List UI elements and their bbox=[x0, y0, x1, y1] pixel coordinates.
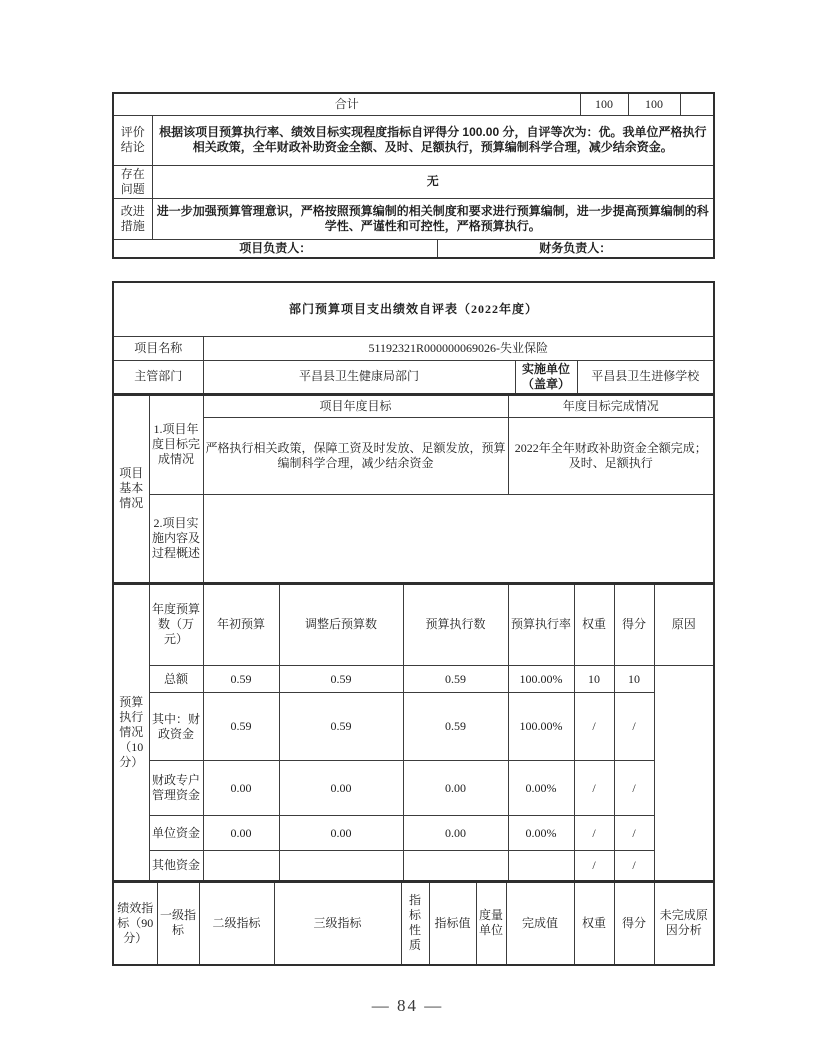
budget-cell: / bbox=[574, 816, 614, 851]
budget-cell bbox=[203, 851, 279, 881]
project-name-label: 项目名称 bbox=[113, 336, 203, 360]
implementation-row bbox=[113, 495, 714, 583]
budget-header-weight: 权重 bbox=[574, 584, 614, 666]
total-weight: 100 bbox=[580, 93, 628, 115]
perf-header-level1: 一级指标 bbox=[157, 882, 199, 965]
annual-goal-label: 1.项目年度目标完成情况 bbox=[149, 395, 203, 495]
budget-cell: 0.59 bbox=[203, 693, 279, 761]
goal-header: 项目年度目标 bbox=[203, 395, 508, 418]
budget-cell: 0.59 bbox=[279, 666, 403, 693]
measures-label: 改进措施 bbox=[113, 198, 152, 239]
budget-cell: 0.59 bbox=[279, 693, 403, 761]
goal-content: 严格执行相关政策，保障工资及时发放、足额发放，预算编制科学合理，减少结余资金 bbox=[203, 418, 508, 495]
perf-header-weight: 权重 bbox=[574, 882, 614, 965]
budget-cell bbox=[403, 851, 508, 881]
department-row bbox=[113, 360, 714, 394]
completion-header: 年度目标完成情况 bbox=[508, 395, 714, 418]
budget-cell: 10 bbox=[574, 666, 614, 693]
budget-cell: 0.59 bbox=[203, 666, 279, 693]
budget-row-special bbox=[113, 761, 714, 816]
budget-cell: / bbox=[614, 693, 654, 761]
problems-label: 存在问题 bbox=[113, 165, 152, 198]
budget-row-name: 单位资金 bbox=[149, 816, 203, 851]
perf-header-level2: 二级指标 bbox=[199, 882, 274, 965]
budget-row-unit bbox=[113, 816, 714, 851]
budget-header-reason: 原因 bbox=[654, 584, 714, 666]
project-name-value: 51192321R000000069026-失业保险 bbox=[203, 336, 714, 360]
total-label: 合计 bbox=[113, 93, 580, 115]
budget-row-name: 财政专户管理资金 bbox=[149, 761, 203, 816]
measures-row bbox=[113, 198, 714, 239]
measures-content: 进一步加强预算管理意识，严格按照预算编制的相关制度和要求进行预算编制，进一步提高预算编制的科学性、严谨性和可控性，严格预算执行。 bbox=[152, 198, 714, 239]
budget-cell: / bbox=[574, 851, 614, 881]
problems-row bbox=[113, 165, 714, 198]
goal-content-row bbox=[113, 418, 714, 495]
budget-cell: 0.00 bbox=[279, 761, 403, 816]
budget-cell: / bbox=[574, 693, 614, 761]
perf-header-unfinished: 未完成原因分析 bbox=[654, 882, 714, 965]
budget-cell: 0.00% bbox=[508, 761, 574, 816]
signature-row bbox=[113, 239, 714, 258]
total-blank-cell bbox=[680, 93, 714, 115]
budget-header-executed: 预算执行数 bbox=[403, 584, 508, 666]
budget-header-annual: 年度预算数（万元） bbox=[149, 584, 203, 666]
budget-cell: 0.00 bbox=[203, 816, 279, 851]
implementing-unit-label: 实施单位（盖章） bbox=[515, 360, 577, 394]
budget-cell: 0.00 bbox=[403, 816, 508, 851]
goal-header-row bbox=[113, 395, 714, 418]
budget-row-name: 总额 bbox=[149, 666, 203, 693]
budget-cell: 10 bbox=[614, 666, 654, 693]
total-row bbox=[113, 93, 714, 115]
budget-row-name: 其他资金 bbox=[149, 851, 203, 881]
budget-cell bbox=[279, 851, 403, 881]
basic-info-section bbox=[112, 394, 715, 584]
project-leader-label: 项目负责人： bbox=[113, 239, 437, 258]
budget-row-name: 其中：财政资金 bbox=[149, 693, 203, 761]
project-name-row bbox=[113, 336, 714, 360]
total-score: 100 bbox=[628, 93, 680, 115]
perf-header-unit: 度量单位 bbox=[476, 882, 506, 965]
budget-section-label: 预算执行情况（10分） bbox=[113, 584, 149, 881]
title-row bbox=[113, 282, 714, 336]
budget-cell: 0.00 bbox=[279, 816, 403, 851]
budget-header-score: 得分 bbox=[614, 584, 654, 666]
implementation-label: 2.项目实施内容及过程概述 bbox=[149, 495, 203, 583]
budget-cell: 100.00% bbox=[508, 693, 574, 761]
implementing-unit-value: 平昌县卫生进修学校 bbox=[577, 360, 714, 394]
budget-header-row bbox=[113, 584, 714, 666]
budget-cell: 0.00% bbox=[508, 816, 574, 851]
completion-content: 2022年全年财政补助资金全额完成；及时、足额执行 bbox=[508, 418, 714, 495]
finance-leader-label: 财务负责人： bbox=[437, 239, 714, 258]
performance-section-label: 绩效指标（90分） bbox=[113, 882, 157, 965]
self-evaluation-table bbox=[112, 281, 713, 966]
budget-cell: / bbox=[614, 851, 654, 881]
department-label: 主管部门 bbox=[113, 360, 203, 394]
perf-header-score: 得分 bbox=[614, 882, 654, 965]
budget-cell: 100.00% bbox=[508, 666, 574, 693]
conclusion-label: 评价结论 bbox=[113, 115, 152, 165]
department-value: 平昌县卫生健康局部门 bbox=[203, 360, 515, 394]
perf-header-completion: 完成值 bbox=[506, 882, 574, 965]
budget-cell: / bbox=[614, 816, 654, 851]
budget-reason-cell bbox=[654, 666, 714, 881]
budget-header-initial: 年初预算 bbox=[203, 584, 279, 666]
budget-section bbox=[112, 583, 715, 882]
budget-row-other bbox=[113, 851, 714, 881]
implementation-value bbox=[203, 495, 714, 583]
budget-header-adjusted: 调整后预算数 bbox=[279, 584, 403, 666]
table-title: 部门预算项目支出绩效自评表（2022年度） bbox=[113, 282, 714, 336]
budget-cell bbox=[508, 851, 574, 881]
perf-header-value: 指标值 bbox=[429, 882, 476, 965]
header-section bbox=[112, 281, 715, 395]
budget-cell: 0.59 bbox=[403, 666, 508, 693]
budget-cell: 0.00 bbox=[403, 761, 508, 816]
budget-cell: / bbox=[574, 761, 614, 816]
conclusion-row bbox=[113, 115, 714, 165]
budget-cell: / bbox=[614, 761, 654, 816]
conclusion-content: 根据该项目预算执行率、绩效目标实现程度指标自评得分 100.00 分，自评等次为：优。我单位严格执行相关政策，全年财政补助资金全额、及时、足额执行，预算编制科学合理，减少结余资金。 bbox=[152, 115, 714, 165]
summary-table bbox=[112, 92, 715, 259]
basic-info-label: 项目基本情况 bbox=[113, 395, 149, 583]
budget-cell: 0.00 bbox=[203, 761, 279, 816]
perf-header-level3: 三级指标 bbox=[274, 882, 401, 965]
budget-row-fiscal bbox=[113, 693, 714, 761]
problems-content: 无 bbox=[152, 165, 714, 198]
budget-row-total bbox=[113, 666, 714, 693]
budget-cell: 0.59 bbox=[403, 693, 508, 761]
perf-header-nature: 指标性质 bbox=[401, 882, 429, 965]
budget-header-rate: 预算执行率 bbox=[508, 584, 574, 666]
performance-header-row bbox=[113, 882, 714, 965]
page-number: — 84 — bbox=[371, 996, 444, 1015]
performance-section bbox=[112, 881, 715, 966]
